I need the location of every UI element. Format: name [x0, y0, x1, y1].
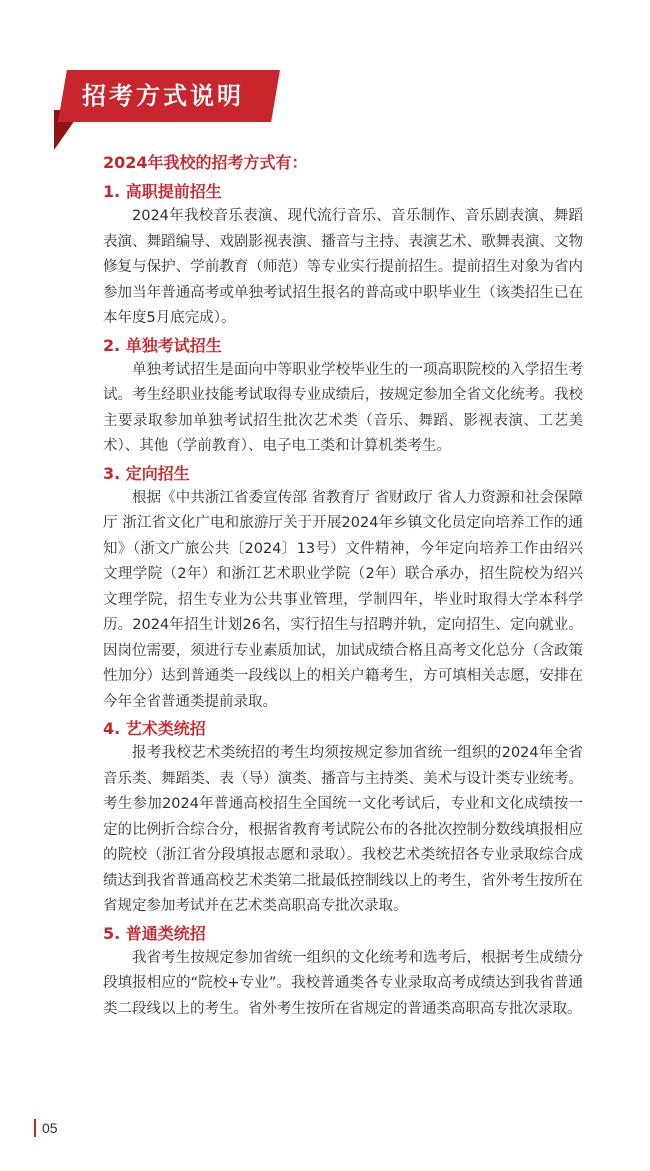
- page-number: 05: [42, 1120, 58, 1136]
- article-body: [103, 150, 583, 1024]
- page-footer: [34, 1118, 58, 1138]
- section-paragraph: 单独考试招生是面向中等职业学校毕业生的一项高职院校的入学招生考试。考生经职业技能考试取得专业成绩后，按规定参加全省文化统考。我校主要录取参加单独考试招生批次艺术类（音乐、舞蹈、影视表演、工艺美术）、其他（学前教育）、电子电工类和计算机类考生。: [103, 361, 583, 454]
- section-paragraph: 我省考生按规定参加省统一组织的文化统考和选考后，根据考生成绩分段填报相应的“院校+专业”。我校普通类各专业录取高考成绩达到我省普通类二段线以上的考生。省外考生按所在省规定的普通类高职高专批次录取。: [103, 949, 583, 1017]
- section-heading: 1. 高职提前招生: [103, 182, 222, 201]
- section-heading: 5. 普通类统招: [103, 923, 206, 943]
- page-marker-bar: [34, 1119, 36, 1137]
- section-heading: 3. 定向招生: [103, 463, 190, 483]
- section-paragraph: 报考我校艺术类统招的考生均须按规定参加省统一组织的2024年全省音乐类、舞蹈类、表（导）演类、播音与主持类、美术与设计类专业统考。考生参加2024年普通高校招生全国统一文化考试后，专业和文化成绩按一定的比例折合综合分，根据省教育考试院公布的各批次控制分数线填报相应的院校（浙江省分段填报志愿和录取）。我校艺术类统招各专业录取综合成绩达到我省普通高校艺术类第二批最低控制线以上的考生，省外考生按所在省规定参加考试并在艺术类高职高专批次录取。: [103, 745, 583, 914]
- section-heading: 4. 艺术类统招: [103, 719, 206, 738]
- section-heading: 2. 单独考试招生: [103, 335, 222, 355]
- intro-heading: 2024年我校的招考方式有：: [103, 153, 308, 172]
- section-banner: [58, 70, 280, 122]
- section-paragraph: 根据《中共浙江省委宣传部 省教育厅 省财政厅 省人力资源和社会保障厅 浙江省文化广电和旅游厅关于开展2024年乡镇文化员定向培养工作的通知》（浙文广旅公共〔2024〕13号）文件精神，今年定向培养工作由绍兴文理学院（2年）和浙江艺术职业学院（2年）联合承办，招生院校为绍兴文理学院，招生专业为公共事业管理，学制四年，毕业时取得大学本科学历。2024年招生计划26名，实行招生与招聘并轨，定向招生、定向就业。因岗位需要，须进行专业素质加试，加试成绩合格且高考文化总分（含政策性加分）达到普通类一段线以上的相关户籍考生，方可填相关志愿，安排在今年全省普通类提前录取。: [103, 489, 583, 710]
- section-paragraph: 2024年我校音乐表演、现代流行音乐、音乐制作、音乐剧表演、舞蹈表演、舞蹈编导、戏剧影视表演、播音与主持、表演艺术、歌舞表演、文物修复与保护、学前教育（师范）等专业实行提前招生。提前招生对象为省内参加当年普通高考或单独考试招生报名的普高或中职毕业生（该类招生已在本年度5月底完成）。: [103, 208, 583, 326]
- page-title: 招考方式说明: [82, 82, 244, 110]
